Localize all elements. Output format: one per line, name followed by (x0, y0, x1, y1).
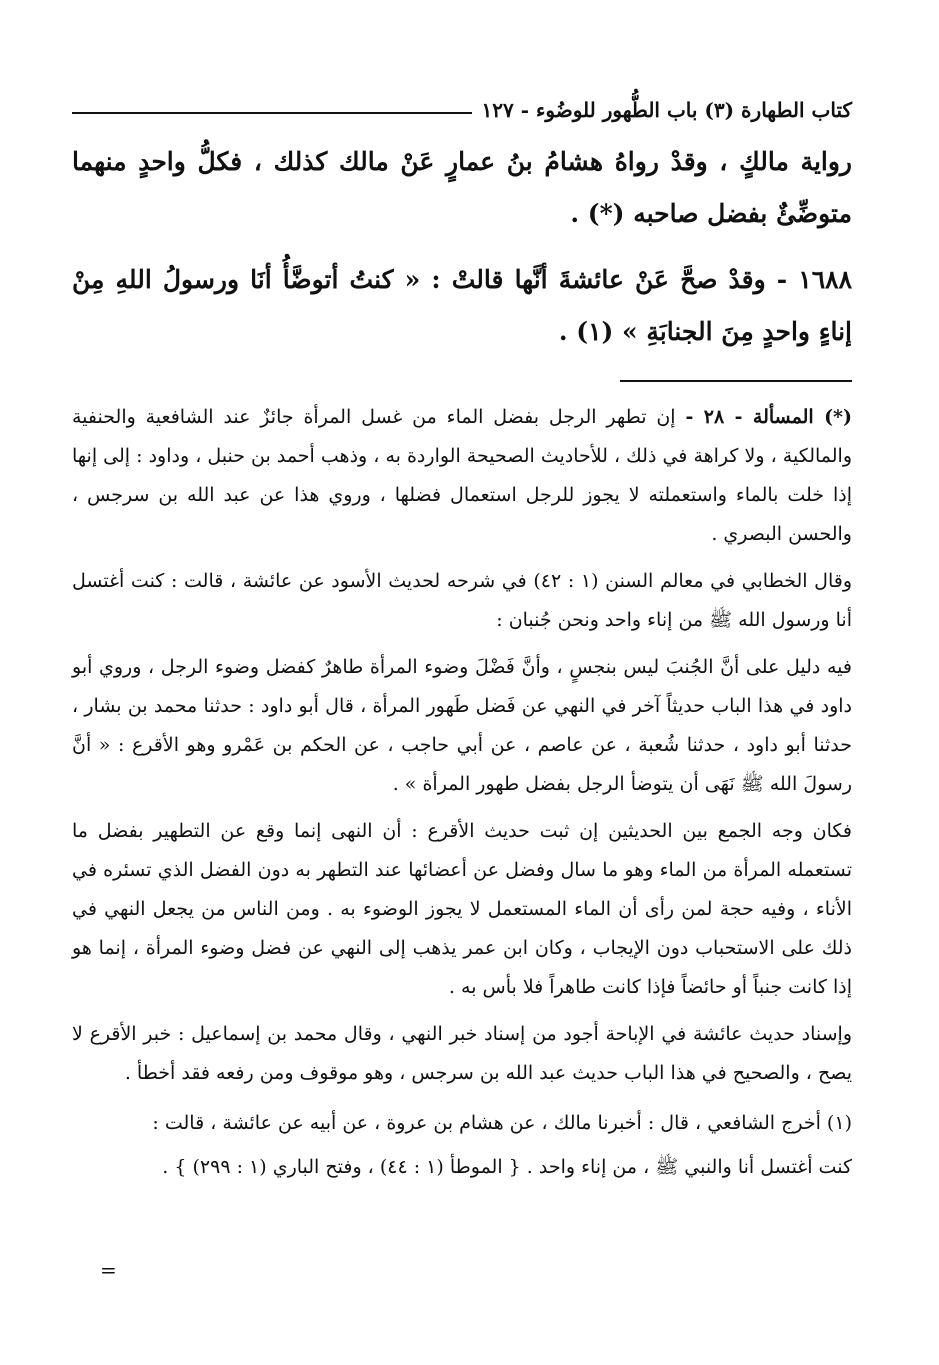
footnote-1-line-2: كنت أغتسل أنا والنبي ﷺ ، من إناء واحد . { الموطأ (١ : ٤٤) ، وفتح الباري (١ : ٢٩٩) } . (162, 1156, 852, 1178)
note-paragraph-4: فكان وجه الجمع بين الحديثين إن ثبت حديث الأقرع : أن النهى إنما وقع عن التطهير بفضل ما تستعمله المرأة من الماء وهو ما سال وفضل عن أعضائها عند التطهر به دون الفضل الذي تسئره في الأناء ، وفيه حجة لمن رأى أن الماء المستعمل لا يجوز الوضوء به . ومن الناس من يجعل النهي في ذلك على الاستحباب دون الإيجاب ، وكان ابن عمر يذهب إلى النهي عن فضل وضوء المرأة ، إنما هو إذا كانت جنباً أو حائضاً فإذا كانت طاهراً فلا بأس به . (72, 820, 852, 998)
footnotes (72, 1101, 852, 1189)
note-paragraph-3: فيه دليل على أنَّ الجُنبَ ليس بنجسٍ ، وأنَّ فَضْلَ وضوء المرأة طاهرٌ كفضل وضوء الرجل ، وروي أبو داود في هذا الباب حديثاً آخر في النهي عن فَضل طَهور المرأة ، قال أبو داود : حدثنا محمد بن بشار ، حدثنا أبو داود ، حدثنا شُعبة ، عن عاصم ، عن أبي حاجب ، عن الحكم بن عَمْرو وهو الأقرع : « أنَّ رسولَ الله ﷺ نَهَى أن يتوضأ الرجل بفضل طهور المرأة » . (72, 656, 852, 795)
page (72, 88, 852, 1189)
note-paragraph-1 (72, 398, 852, 554)
commentary-notes (72, 398, 852, 1093)
note-issue-text: إن تطهر الرجل بفضل الماء من غسل المرأة جائزٌ عند الشافعية والحنفية والمالكية ، ولا كراهة في ذلك ، للأحاديث الصحيحة الواردة به ، وذهب أحمد بن حنبل ، وداود : إلى إنها إذا خلت بالماء واستعملته لا يجوز للرجل استعمال فضلها ، وروي هذا عن عبد الله بن سرجس ، والحسن البصري . (72, 406, 852, 545)
running-header (72, 88, 852, 122)
note-paragraph-5: وإسناد حديث عائشة في الإباحة أجود من إسناد خبر النهي ، وقال محمد بن إسماعيل : خبر الأقرع لا يصح ، والصحيح في هذا الباب حديث عبد الله بن سرجس ، وهو موقوف ومن رفعه فقد أخطأ . (72, 1023, 852, 1084)
footnote-1-line-1: (١) أخرج الشافعي ، قال : أخبرنا مالك ، عن هشام بن عروة ، عن أبيه عن عائشة ، قالت : (152, 1112, 852, 1134)
main-text (72, 136, 852, 358)
header-rule (72, 112, 472, 114)
continuation-mark: = (100, 1258, 117, 1282)
note-issue-label: (*) المسألة - ٢٨ - (685, 406, 852, 428)
footnote-separator (620, 380, 852, 382)
main-paragraph-1: رواية مالكٍ ، وقدْ رواهُ هشامُ بنُ عمارٍ عَنْ مالك كذلك ، فكلُّ واحدٍ منهما متوضِّئٌ بفضل صاحبه (*) . (72, 147, 852, 228)
main-paragraph-2: ١٦٨٨ - وقدْ صحَّ عَنْ عائشةَ أنَّها قالتْ : « كنتُ أتوضَّأُ أنَا ورسولُ اللهِ مِنْ إناءٍ واحدٍ مِنَ الجنابَةِ » (١) . (72, 265, 853, 346)
note-paragraph-2: وقال الخطابي في معالم السنن (١ : ٤٢) في شرحه لحديث الأسود عن عائشة ، قالت : كنت أغتسل أنا ورسول الله ﷺ من إناء واحد ونحن جُنبان : (72, 570, 852, 631)
header-title: كتاب الطهارة (٣) باب الطُّهور للوضُوء - ١٢٧ (481, 98, 852, 122)
